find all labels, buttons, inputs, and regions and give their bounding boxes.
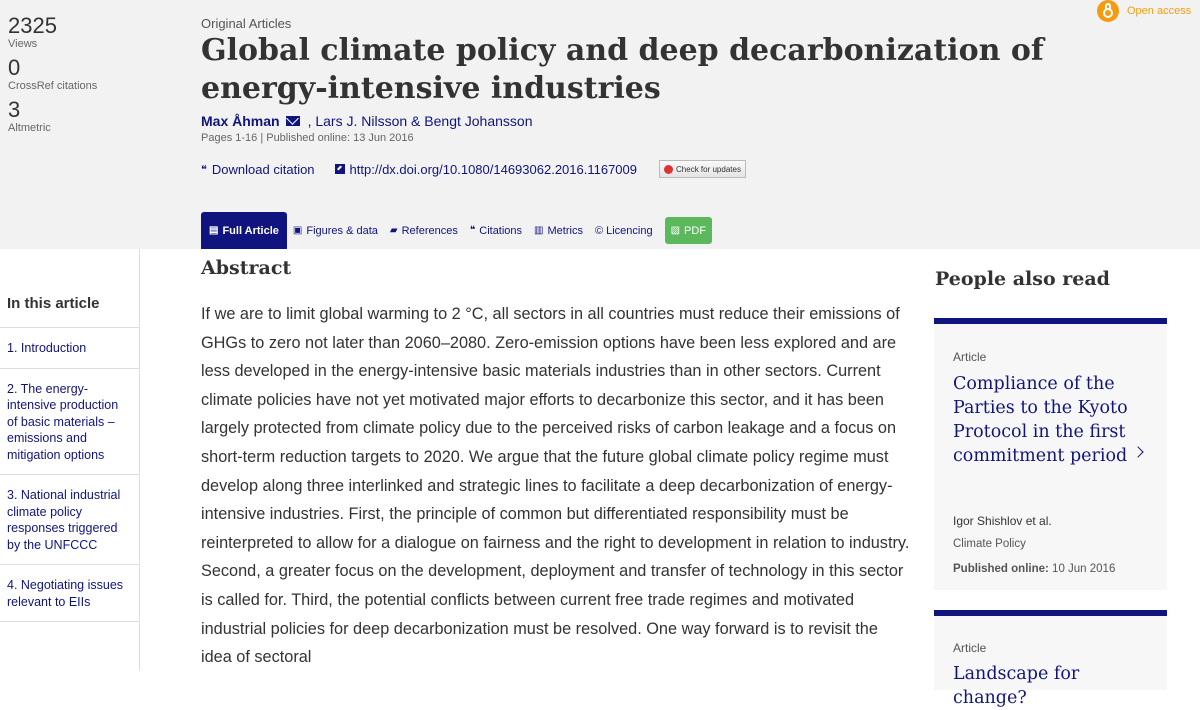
crossref-metric[interactable] (8, 56, 97, 92)
author-list (201, 113, 532, 129)
article-title: Global climate policy and deep decarbonization of energy-intensive industries (201, 33, 1044, 106)
views-label: Views (8, 38, 38, 50)
article-type: Original Articles (201, 16, 292, 31)
card-published (953, 563, 1115, 575)
views-metric[interactable] (8, 14, 97, 50)
card-article-title[interactable]: Compliance of the Parties to the Kyoto Protocol in the first commitment period (953, 374, 1128, 466)
quote-icon: ❝ (201, 163, 207, 176)
tab-full-article[interactable] (201, 212, 287, 249)
tab-pdf[interactable] (665, 217, 712, 244)
author-list-rest[interactable]: , Lars J. Nilsson & Bengt Johansson (307, 113, 533, 129)
toc-item-national-policy-responses[interactable]: 3. National industrial climate policy responses triggered by the UNFCCC (0, 475, 139, 565)
card-journal: Climate Policy (953, 538, 1026, 550)
envelope-icon[interactable] (286, 116, 300, 126)
tab-metrics-label: Metrics (547, 224, 583, 237)
toc-heading: In this article (0, 249, 139, 328)
document-icon: ▤ (209, 225, 219, 236)
article-metrics (8, 14, 97, 140)
card-published-date: 10 Jun 2016 (1052, 563, 1116, 575)
image-icon: ▣ (292, 225, 303, 236)
crossref-label: CrossRef citations (8, 80, 98, 92)
article-links (201, 160, 746, 178)
altmetric-metric[interactable] (8, 98, 97, 134)
open-access-icon (1097, 0, 1119, 22)
card-published-label: Published online: (953, 563, 1049, 575)
publication-info: Pages 1-16 | Published online: 13 Jun 2016 (201, 132, 414, 144)
abstract-heading: Abstract (201, 257, 292, 279)
altmetric-label: Altmetric (8, 122, 51, 134)
tab-citations-label: Citations (479, 224, 523, 237)
pdf-icon: ▧ (670, 225, 681, 236)
quote-icon: ❝ (469, 225, 476, 236)
tab-licencing-label: © Licencing (594, 224, 653, 237)
article-tabs (201, 212, 712, 249)
bar-chart-icon: ▥ (534, 225, 544, 236)
tab-citations[interactable] (464, 212, 528, 249)
download-citation-link[interactable] (201, 162, 315, 177)
open-access-label: Open access (1127, 5, 1192, 17)
author-link-first[interactable]: Max Åhman (201, 113, 280, 129)
open-access-badge (1097, 0, 1191, 22)
crossref-count: 0 (8, 55, 21, 80)
toc-item-energy-intensive-production[interactable]: 2. The energy-intensive production of basic materials – emissions and mitigation options (0, 369, 139, 476)
external-link-icon (335, 164, 345, 174)
tab-metrics[interactable] (528, 212, 589, 249)
abstract-text: If we are to limit global warming to 2 °C, all sectors in all countries must reduce their emissions of GHGs to zero not later than 2060–2080. Zero-emission options have been less explored and are less developed in the energy-intensive basic materials industries than in other sectors. Current climate policies have not yet motivated major efforts to decarbonize this sector, and it has been largely protected from climate policy due to the perceived risks of carbon leakage and a focus on short-term reduction targets to 2020. We argue that the future global climate policy regime must develop along three interlinked and strategic lines to facilitate a deep decarbonization of energy-intensive industries. First, the principle of common but differentiated responsibility must be reinterpreted to allow for a dialogue on fairness and the right to development in relation to industry. Second, a greater focus on the development, deployment and transfer of technology in this sector is called for. Third, the potential conflicts between current free trade regimes and motivated industrial policies for deep decarbonization must be resolved. One way forward is to revisit the idea of sectoral (201, 305, 910, 667)
views-count: 2325 (8, 13, 57, 38)
card-article-type: Article (953, 641, 987, 655)
card-article-title[interactable]: Landscape for change? (953, 664, 1080, 708)
tab-pdf-label: PDF (684, 224, 707, 237)
doi-label: http://dx.doi.org/10.1080/14693062.2016.1167009 (349, 161, 638, 177)
related-article-card[interactable] (934, 318, 1167, 590)
book-icon: ▰ (389, 225, 398, 236)
related-article-card[interactable] (934, 610, 1167, 708)
toc-item-introduction[interactable]: 1. Introduction (0, 328, 139, 369)
toc-item-negotiating-issues[interactable]: 4. Negotiating issues relevant to EIIs (0, 565, 139, 622)
tab-references-label: References (401, 224, 458, 237)
tab-figures-data[interactable] (287, 212, 384, 249)
article-toc-sidebar (0, 249, 140, 670)
doi-link[interactable] (335, 162, 637, 177)
tab-full-article-label: Full Article (222, 224, 279, 237)
tab-figures-data-label: Figures & data (306, 224, 378, 237)
check-for-updates-label: Check for updates (676, 164, 741, 174)
crossmark-icon (664, 165, 673, 174)
altmetric-count: 3 (8, 97, 21, 122)
check-for-updates-button[interactable] (659, 160, 746, 178)
download-citation-label: Download citation (211, 161, 315, 177)
tab-references[interactable] (384, 212, 464, 249)
people-also-read-heading: People also read (935, 268, 1110, 290)
card-author: Igor Shishlov et al. (953, 514, 1052, 528)
card-article-type: Article (953, 350, 987, 364)
tab-licencing[interactable] (589, 212, 659, 249)
